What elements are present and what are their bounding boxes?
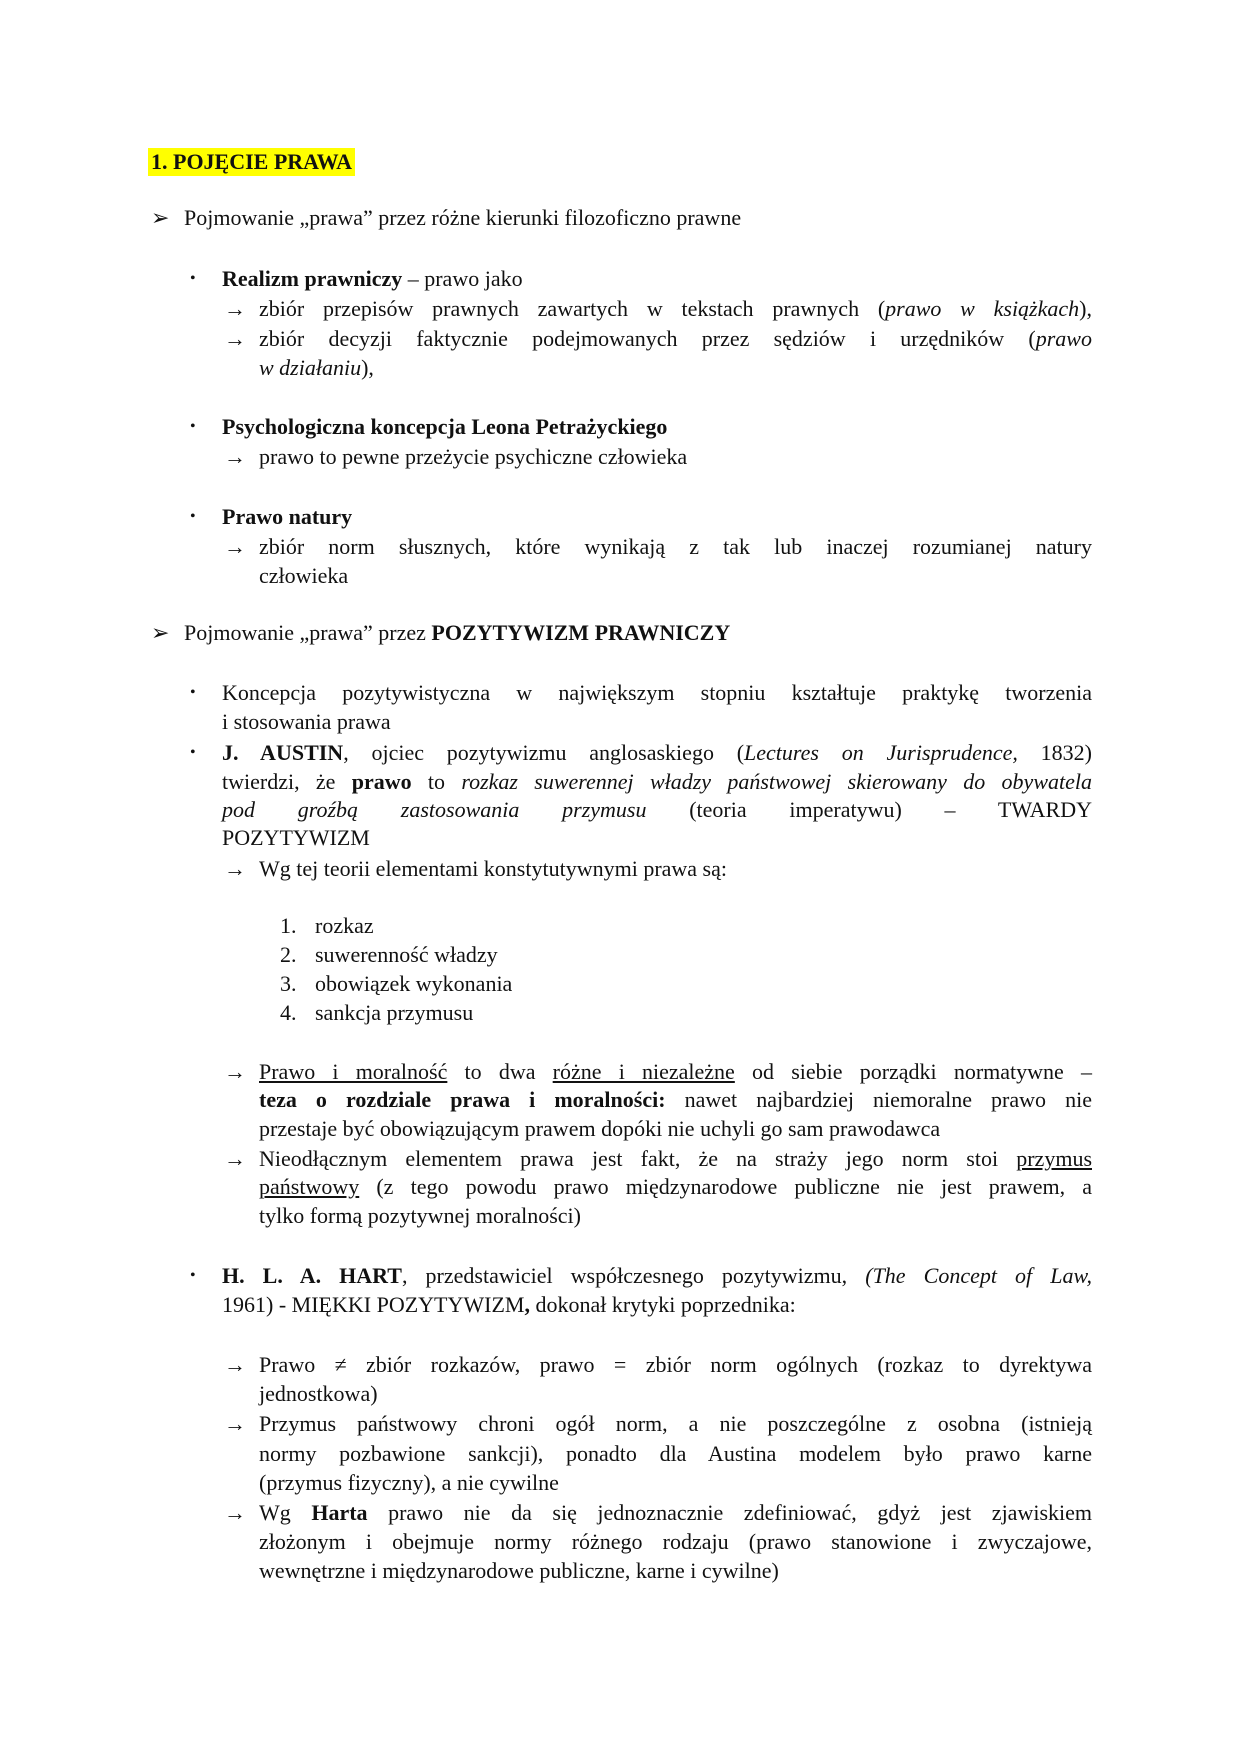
text-run: Harta <box>311 1500 368 1525</box>
arrow-icon: → <box>224 1146 246 1171</box>
text-run: Prawo natury <box>222 504 353 529</box>
text-run: , przedstawiciel współczesnego pozytywizmu, <box>401 1263 866 1288</box>
text-run: w działaniu <box>259 355 362 380</box>
text-run: ), <box>1079 296 1092 321</box>
text-run: prawo nie da się jednoznacznie zdefiniować, gdyż jest zjawiskiem <box>367 1500 1092 1525</box>
arrow-icon: → <box>224 1352 246 1377</box>
text-run: i stosowania prawa <box>222 709 391 734</box>
text-run: Prawo ≠ zbiór rozkazów, prawo = zbiór norm ogólnych (rozkaz to dyrektywa <box>259 1352 1092 1377</box>
text-run: obowiązek wykonania <box>315 971 513 996</box>
text-line <box>259 533 1092 561</box>
text-run: Lectures on Jurisprudence, <box>744 740 1018 765</box>
text-run: 1832) <box>1017 740 1093 765</box>
text-run: zbiór przepisów prawnych zawartych w tekstach prawnych ( <box>259 296 886 321</box>
text-line <box>259 855 727 883</box>
list-number: 1. <box>280 913 297 938</box>
text-run: POZYTYWIZM PRAWNICZY <box>431 620 731 645</box>
text-line <box>222 708 391 736</box>
text-run: wewnętrzne i międzynarodowe publiczne, karne i cywilne) <box>259 1558 779 1583</box>
arrow-icon: → <box>224 1411 246 1436</box>
list-item <box>315 999 473 1027</box>
list-number: 3. <box>280 971 297 996</box>
list-item <box>315 941 498 969</box>
text-run: złożonym i obejmuje normy różnego rodzaju (prawo stanowione i zwyczajowe, <box>259 1529 1092 1554</box>
text-run: prawo <box>351 769 412 794</box>
text-line <box>259 1528 1092 1556</box>
text-run: Koncepcja pozytywistyczna w największym stopniu kształtuje praktykę tworzenia <box>222 680 1092 705</box>
text-run: Wg <box>259 1500 312 1525</box>
text-line <box>259 325 1092 353</box>
text-run: (The Concept of Law, <box>865 1263 1093 1288</box>
text-run: Wg tej teorii elementami konstytutywnymi prawa są: <box>259 856 727 881</box>
text-line <box>259 1058 1092 1086</box>
text-line <box>259 443 687 471</box>
text-line <box>259 1086 1092 1114</box>
text-run: sankcja przymusu <box>315 1000 474 1025</box>
text-run: to <box>411 769 462 794</box>
text-line <box>222 739 1092 767</box>
text-run: H. L. A. HART <box>222 1263 402 1288</box>
text-line <box>222 679 1092 707</box>
text-run: ), <box>361 355 374 380</box>
bullet-icon: • <box>190 1267 196 1284</box>
list-item <box>315 970 512 998</box>
text-run: teza o rozdziale prawa i moralności: <box>259 1087 666 1112</box>
text-run: , ojciec pozytywizmu anglosaskiego ( <box>343 740 745 765</box>
text-line <box>222 503 352 531</box>
text-line <box>222 1262 1092 1290</box>
text-run: 1961) - MIĘKKI POZYTYWIZM <box>222 1292 525 1317</box>
text-run: jednostkowa) <box>259 1381 378 1406</box>
text-line <box>222 413 667 441</box>
text-run: Psychologiczna koncepcja Leona Petrażyckiego <box>222 414 668 439</box>
text-line <box>259 1499 1092 1527</box>
text-line <box>222 824 370 852</box>
text-run: suwerenność władzy <box>315 942 498 967</box>
text-run: (przymus fizyczny), a nie cywilne <box>259 1470 559 1495</box>
text-run: Przymus państwowy chroni ogół norm, a nie poszczególne z osobna (istnieją <box>259 1411 1092 1436</box>
text-run: państwowy <box>259 1174 360 1199</box>
text-run: twierdzi, że <box>222 769 352 794</box>
text-run: Realizm prawniczy <box>222 266 403 291</box>
text-run: tylko formą pozytywnej moralności) <box>259 1203 581 1228</box>
section-title: 1. POJĘCIE PRAWA <box>148 148 355 176</box>
text-run: to dwa <box>447 1059 553 1084</box>
arrow-icon: → <box>224 326 246 351</box>
text-run: pod groźbą zastosowania przymusu <box>222 797 647 822</box>
bullet-icon: • <box>190 684 196 701</box>
bullet-icon: • <box>190 418 196 435</box>
text-line <box>259 1173 1092 1201</box>
bullet-icon: • <box>190 508 196 525</box>
arrow-icon: → <box>224 444 246 469</box>
heading-arrow-icon: ➢ <box>151 620 170 645</box>
text-line <box>259 1410 1092 1438</box>
text-run: Pojmowanie „prawa” przez różne kierunki filozoficzno prawne <box>184 205 742 230</box>
text-run: prawo to pewne przeżycie psychiczne człowieka <box>259 444 688 469</box>
text-run: różne i niezależne <box>552 1059 735 1084</box>
text-run: przymus <box>1016 1146 1092 1171</box>
text-run: Pojmowanie „prawa” przez <box>184 620 432 645</box>
bullet-icon: • <box>190 270 196 287</box>
text-line <box>259 1351 1092 1379</box>
text-line <box>222 1291 796 1319</box>
arrow-icon: → <box>224 296 246 321</box>
text-run: prawo w książkach <box>885 296 1080 321</box>
text-run: rozkaz suwerennej władzy państwowej skierowany do obywatela <box>461 769 1092 794</box>
text-run: , <box>524 1292 530 1317</box>
text-run: prawo <box>1035 326 1092 351</box>
list-item <box>315 912 374 940</box>
text-run: J. AUSTIN <box>222 740 344 765</box>
text-run: normy pozbawione sankcji), ponadto dla Austina modelem było prawo karne <box>259 1441 1092 1466</box>
bullet-icon: • <box>190 744 196 761</box>
text-line <box>259 1145 1092 1173</box>
text-run: nawet najbardziej niemoralne prawo nie <box>665 1087 1092 1112</box>
text-run: człowieka <box>259 563 349 588</box>
text-run: zbiór decyzji faktycznie podejmowanych przez sędziów i urzędników ( <box>259 326 1036 351</box>
text-run: POZYTYWIZM <box>222 825 370 850</box>
text-line <box>259 1115 940 1143</box>
text-run: rozkaz <box>315 913 374 938</box>
text-line <box>259 295 1092 323</box>
heading-arrow-icon: ➢ <box>151 205 170 230</box>
list-number: 2. <box>280 942 297 967</box>
text-line <box>259 1380 378 1408</box>
text-line <box>259 1202 581 1230</box>
arrow-icon: → <box>224 1500 246 1525</box>
text-line <box>259 1557 779 1585</box>
text-run: (z tego powodu prawo międzynarodowe publiczne nie jest prawem, a <box>359 1174 1092 1199</box>
text-line <box>259 562 348 590</box>
text-run: zbiór norm słusznych, które wynikają z tak lub inaczej rozumianej natury <box>259 534 1092 559</box>
arrow-icon: → <box>224 534 246 559</box>
text-line <box>259 354 374 382</box>
text-run: Nieodłącznym elementem prawa jest fakt, że na straży jego norm stoi <box>259 1146 1017 1171</box>
text-run: dokonał krytyki poprzednika: <box>529 1292 796 1317</box>
arrow-icon: → <box>224 1059 246 1084</box>
section-heading <box>184 204 741 232</box>
text-line <box>259 1469 559 1497</box>
text-line <box>222 796 1092 824</box>
text-run: przestaje być obowiązującym prawem dopóki nie uchyli go sam prawodawca <box>259 1116 941 1141</box>
text-run: (teoria imperatywu) – TWARDY <box>646 797 1092 822</box>
text-run: od siebie porządki normatywne – <box>734 1059 1093 1084</box>
text-line <box>259 1440 1092 1468</box>
text-line <box>222 265 523 293</box>
text-line <box>222 768 1092 796</box>
text-run: Prawo i moralność <box>259 1059 448 1084</box>
section-heading <box>184 619 730 647</box>
list-number: 4. <box>280 1000 297 1025</box>
text-run: – prawo jako <box>402 266 523 291</box>
arrow-icon: → <box>224 856 246 881</box>
